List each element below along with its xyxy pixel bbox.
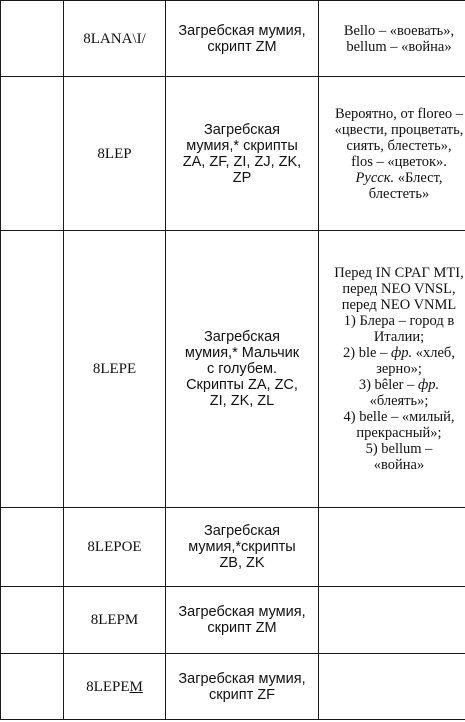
- source-line: ZA, ZF, ZI, ZJ, ZK,: [182, 153, 302, 170]
- code-text: [86, 679, 143, 695]
- code-cell: [64, 77, 166, 231]
- source-cell: [166, 654, 319, 720]
- code-text: 8LEPM: [90, 612, 139, 628]
- note-text: 3) bêler –: [358, 377, 418, 393]
- code-main: 8LEPE: [86, 678, 130, 695]
- source-cell: [166, 231, 319, 508]
- code-underlined: M: [129, 678, 143, 695]
- source-line: Загребская мумия,: [178, 604, 306, 620]
- code-cell: [64, 1, 166, 77]
- note-cell: [319, 654, 465, 720]
- source-line: Загребская: [203, 523, 281, 539]
- note-line: перед NEO VNSL,: [342, 281, 456, 297]
- source-line: мумия,*скрипты: [188, 539, 296, 555]
- note-cell: [319, 231, 465, 508]
- note-line: прекрасный»;: [356, 425, 442, 441]
- code-cell: [64, 587, 166, 654]
- note-line: «цвести, процветать,: [334, 121, 464, 138]
- table-row: [1, 231, 465, 508]
- source-line: мумия,* скрипты: [186, 137, 298, 154]
- source-line: скрипт ZF: [209, 686, 275, 703]
- source-line: скрипт ZM: [207, 38, 277, 55]
- code-cell: [64, 654, 166, 720]
- empty-cell: [1, 508, 64, 587]
- note-line: Перед IN CPAГ MTI,: [334, 265, 464, 281]
- empty-cell: [1, 1, 64, 77]
- note-text: «Блест,: [397, 169, 443, 186]
- note-line: 1) Блера – город в: [343, 313, 455, 329]
- source-cell: [166, 508, 319, 587]
- note-line: 4) belle – «милый,: [343, 409, 455, 425]
- note-italic: фр.: [390, 345, 413, 361]
- note-line: перед NEO VNML: [341, 297, 457, 313]
- empty-cell: [1, 77, 64, 231]
- source-line: Загребская: [203, 121, 281, 138]
- note-line: сиять, блестеть»,: [346, 137, 452, 154]
- source-cell: [166, 77, 319, 231]
- note-line: [322, 377, 465, 393]
- note-line: Вероятно, от floreo –: [334, 105, 464, 122]
- source-line: Скрипты ZA, ZC,: [186, 377, 298, 393]
- source-line: мумия,* Мальчик: [184, 345, 300, 361]
- source-cell: [166, 587, 319, 654]
- empty-cell: [1, 231, 64, 508]
- code-text: 8LEPOE: [87, 539, 142, 555]
- table-row: [1, 654, 465, 720]
- code-cell: [64, 231, 166, 508]
- source-line: ZP: [232, 169, 252, 186]
- note-cell: [319, 1, 465, 77]
- note-text: 2) ble –: [343, 345, 391, 361]
- empty-cell: [1, 654, 64, 720]
- source-line: ZI, ZK, ZL: [209, 393, 275, 409]
- note-cell: [319, 77, 465, 231]
- source-line: Загребская: [203, 329, 281, 345]
- code-text: 8LANA\I/: [83, 30, 146, 47]
- code-text: 8LEPE: [92, 361, 137, 377]
- empty-cell: [1, 587, 64, 654]
- table-row: [1, 77, 465, 231]
- note-line: [322, 345, 465, 361]
- source-cell: [166, 1, 319, 77]
- note-line: 5) bellum –: [365, 441, 433, 457]
- note-italic: Русск.: [355, 169, 395, 186]
- note-italic: фр.: [418, 377, 440, 393]
- note-line: блестеть»: [368, 185, 430, 202]
- source-line: Загребская мумия,: [178, 22, 306, 39]
- code-cell: [64, 508, 166, 587]
- note-line: «война»: [373, 457, 425, 473]
- note-line: [322, 170, 465, 186]
- source-line: ZB, ZK: [219, 555, 265, 571]
- table-row: [1, 508, 465, 587]
- source-line: с голубем.: [206, 361, 278, 377]
- table-row: [1, 1, 465, 77]
- source-line: Загребская мумия,: [178, 670, 306, 687]
- note-cell: [319, 587, 465, 654]
- note-line: Италии;: [373, 329, 425, 345]
- note-text: «хлеб,: [412, 345, 455, 361]
- note-line: Bello – «воевать»,: [343, 22, 455, 39]
- note-line: bellum – «война»: [346, 38, 452, 55]
- table-row: [1, 587, 465, 654]
- source-line: скрипт ZM: [207, 620, 277, 636]
- note-cell: [319, 508, 465, 587]
- note-line: зерно»;: [376, 361, 422, 377]
- note-line: «блеять»;: [369, 393, 429, 409]
- note-line: flos – «цветок».: [351, 153, 447, 170]
- code-text: 8LEP: [97, 145, 132, 162]
